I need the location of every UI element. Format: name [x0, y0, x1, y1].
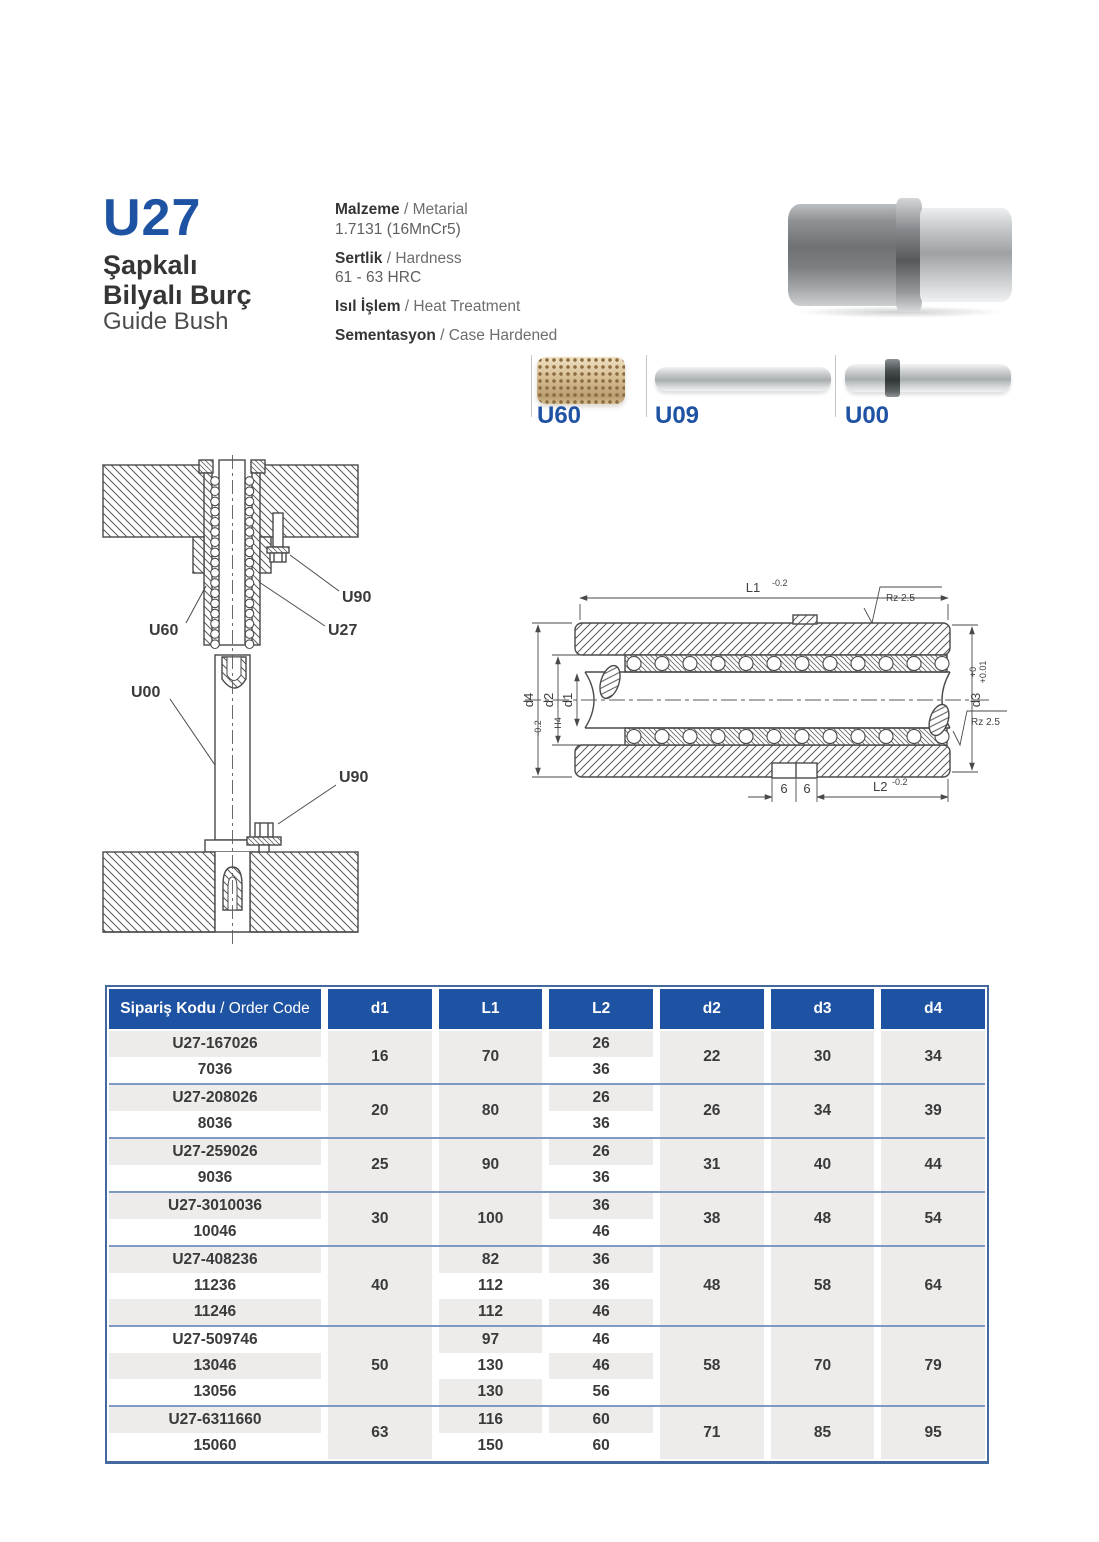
header-d1: d1 [328, 989, 432, 1029]
order-table-header [109, 989, 985, 1029]
ball [245, 569, 254, 578]
ball [245, 528, 254, 537]
thumb-divider [835, 355, 836, 417]
ball [851, 657, 865, 671]
header-order-code-en: Order Code [228, 1000, 310, 1017]
ball [245, 538, 254, 547]
cell-d1: 63 [328, 1407, 432, 1459]
cell-l2: 36 [549, 1193, 653, 1219]
table-group [109, 1031, 985, 1083]
cell-order-code: U27-6311660 [109, 1407, 321, 1433]
shaft-top-cone-inner [227, 657, 241, 681]
ball [655, 730, 669, 744]
cell-d3: 40 [771, 1139, 875, 1191]
roughness-label-bottom: Rz 2.5 [971, 717, 1000, 728]
ball [795, 657, 809, 671]
ball [245, 609, 254, 618]
dim-label-notch-left: 6 [780, 781, 788, 796]
product-title-en: Guide Bush [103, 308, 229, 335]
cell-order-code: U27-259026 [109, 1139, 321, 1165]
dim-label-d3-tol-upper: +0 [968, 666, 978, 678]
ball [907, 657, 921, 671]
ball [245, 477, 254, 486]
cell-order-code: 10046 [109, 1219, 321, 1245]
ball [711, 657, 725, 671]
thumb-label-u09: U09 [655, 402, 700, 429]
cell-d3: 48 [771, 1193, 875, 1245]
spec-label-en: Heat Treatment [413, 298, 521, 316]
cell-l1: 80 [439, 1085, 543, 1137]
spec-hardness: Sertlik / Hardness 61 - 63 HRC [335, 249, 625, 289]
ball [211, 599, 220, 608]
ball [211, 497, 220, 506]
assembly-label-u60: U60 [149, 622, 179, 639]
cell-d2: 26 [660, 1085, 764, 1137]
table-group [109, 1327, 985, 1405]
cell-d1: 16 [328, 1031, 432, 1083]
product-title-tr-line2: Bilyalı Burç [103, 280, 252, 311]
cell-l1: 70 [439, 1031, 543, 1083]
cell-order-code: 13046 [109, 1353, 321, 1379]
cell-d1: 40 [328, 1247, 432, 1325]
ball-track-bottom [625, 728, 947, 745]
leader-u00 [170, 699, 215, 765]
ball [245, 579, 254, 588]
spec-material: Malzeme / Metarial 1.7131 (16MnCr5) [335, 200, 625, 240]
cell-d1: 30 [328, 1193, 432, 1245]
photo-body-small [920, 208, 1012, 302]
cell-d4: 44 [881, 1139, 985, 1191]
bush-bore [219, 460, 245, 645]
leader-u90-top [290, 555, 339, 591]
ball [211, 558, 220, 567]
cell-l1: 116 [439, 1407, 543, 1433]
ball [907, 730, 921, 744]
outer-ring-top [575, 623, 950, 655]
cell-l2: 26 [549, 1031, 653, 1057]
ball [935, 657, 949, 671]
ball [879, 730, 893, 744]
header-d4: d4 [881, 989, 985, 1029]
dim-label-d2-tol: H4 [553, 717, 563, 729]
table-group [109, 1407, 985, 1459]
cell-d3: 85 [771, 1407, 875, 1459]
cell-l1: 97 [439, 1327, 543, 1353]
table-group [109, 1247, 985, 1325]
cell-l1: 130 [439, 1379, 543, 1405]
spec-label-tr: Malzeme [335, 201, 400, 218]
ball [211, 518, 220, 527]
dim-label-d4: d4 [521, 692, 536, 708]
cell-l2: 26 [549, 1139, 653, 1165]
ball [245, 589, 254, 598]
cell-l2: 46 [549, 1353, 653, 1379]
cell-order-code: U27-408236 [109, 1247, 321, 1273]
bottom-plate-left [103, 852, 215, 932]
spec-label-tr: Sertlik [335, 249, 383, 267]
cell-l2: 60 [549, 1407, 653, 1433]
bush-cap-left [199, 460, 213, 473]
dim-label-d1: d1 [560, 692, 575, 708]
ball [245, 548, 254, 557]
ball [211, 548, 220, 557]
ball [245, 640, 254, 649]
cell-order-code: U27-208026 [109, 1085, 321, 1111]
product-title-tr-line1: Şapkalı [103, 250, 198, 280]
ball [767, 730, 781, 744]
header-order-code-tr: Sipariş Kodu [120, 1000, 216, 1017]
order-table [105, 985, 989, 1464]
ball [211, 589, 220, 598]
table-group [109, 1139, 985, 1191]
ball [767, 657, 781, 671]
product-title-tr [103, 250, 252, 310]
ball [823, 730, 837, 744]
cell-l2: 36 [549, 1165, 653, 1191]
cell-d4: 95 [881, 1407, 985, 1459]
cell-d4: 79 [881, 1327, 985, 1405]
cell-d4: 34 [881, 1031, 985, 1083]
cell-d2: 48 [660, 1247, 764, 1325]
cell-d2: 31 [660, 1139, 764, 1191]
cell-d1: 20 [328, 1085, 432, 1137]
ball-track-top [625, 655, 947, 672]
ball [211, 630, 220, 639]
spec-label-en: Hardness [395, 249, 462, 267]
cell-d3: 34 [771, 1085, 875, 1137]
ball [211, 477, 220, 486]
ball [795, 730, 809, 744]
leader-u90-bottom [278, 785, 336, 824]
top-plate-left [103, 465, 205, 537]
ball [627, 657, 641, 671]
cell-l2: 46 [549, 1327, 653, 1353]
dim-label-l1-tol: -0.2 [772, 578, 788, 588]
ball [683, 730, 697, 744]
ball [211, 528, 220, 537]
ball [739, 657, 753, 671]
photo-flange [896, 198, 922, 312]
ball [879, 657, 893, 671]
cell-l2: 36 [549, 1273, 653, 1299]
cell-l1: 90 [439, 1139, 543, 1191]
assembly-label-u90-top: U90 [342, 589, 372, 606]
cell-d2: 58 [660, 1327, 764, 1405]
ball-column-right [245, 477, 254, 649]
outer-ring-bottom [575, 745, 950, 777]
ball [245, 630, 254, 639]
order-table-body [109, 1031, 985, 1459]
ball-column-left [211, 477, 220, 649]
ball [245, 507, 254, 516]
bush-wall-left [204, 473, 212, 645]
ball [211, 569, 220, 578]
thumb-divider [531, 355, 532, 417]
cell-l2: 36 [549, 1057, 653, 1083]
ball [711, 730, 725, 744]
cell-order-code: 11246 [109, 1299, 321, 1325]
cell-d4: 54 [881, 1193, 985, 1245]
cell-l2: 60 [549, 1433, 653, 1459]
section-drawing [510, 560, 1010, 830]
cell-l2: 46 [549, 1299, 653, 1325]
thumb-divider [646, 355, 647, 417]
cell-order-code: 9036 [109, 1165, 321, 1191]
ball [211, 609, 220, 618]
cell-d3: 58 [771, 1247, 875, 1325]
spec-label-tr: Isıl İşlem [335, 298, 401, 316]
product-photo [788, 198, 1012, 314]
photo-body-large [788, 204, 900, 306]
header-d3: d3 [771, 989, 875, 1029]
ball [245, 497, 254, 506]
ball [245, 620, 254, 629]
cell-order-code: 15060 [109, 1433, 321, 1459]
bottom-plate-right [250, 852, 358, 932]
bottom-notch [772, 763, 817, 778]
ball [823, 657, 837, 671]
cell-d2: 22 [660, 1031, 764, 1083]
dim-label-d3: d3 [968, 692, 983, 708]
product-code: U27 [103, 189, 202, 247]
header-l2: L2 [549, 989, 653, 1029]
cell-l2: 36 [549, 1111, 653, 1137]
leader-u60 [186, 586, 206, 623]
dim-label-d4-tol: -0.2 [533, 720, 543, 736]
cell-d1: 25 [328, 1139, 432, 1191]
spec-label-tr: Sementasyon [335, 327, 436, 345]
dim-label-l2-tol: -0.2 [892, 777, 908, 787]
assembly-drawing [85, 455, 435, 955]
cell-d2: 38 [660, 1193, 764, 1245]
cell-order-code: U27-509746 [109, 1327, 321, 1353]
cell-order-code: 13056 [109, 1379, 321, 1405]
ball [211, 487, 220, 496]
cell-l2: 46 [549, 1219, 653, 1245]
spec-value: 61 - 63 HRC [335, 269, 422, 287]
bush-cap-right [251, 460, 265, 473]
cell-order-code: U27-3010036 [109, 1193, 321, 1219]
spec-heat-treatment: Isıl İşlem / Heat Treatment [335, 298, 521, 316]
header-order-code: Sipariş Kodu / Order Code [109, 989, 321, 1029]
pillar-thumbnail [655, 367, 831, 391]
cell-d4: 39 [881, 1085, 985, 1137]
dim-label-l2: L2 [873, 779, 888, 794]
spec-case-hardened: Sementasyon / Case Hardened [335, 327, 558, 345]
cell-order-code: 11236 [109, 1273, 321, 1299]
thumb-label-u60: U60 [537, 402, 582, 429]
ball [245, 599, 254, 608]
cell-l1: 112 [439, 1299, 543, 1325]
cell-l1: 150 [439, 1433, 543, 1459]
assembly-label-u90-bottom: U90 [339, 769, 369, 786]
dim-label-l1: L1 [745, 580, 761, 595]
spec-label-en: Metarial [412, 201, 468, 218]
assembly-label-u27: U27 [328, 622, 358, 639]
thumb-label-u00: U00 [845, 402, 890, 429]
collar-ring [885, 359, 900, 397]
ball [211, 538, 220, 547]
ball [211, 507, 220, 516]
header-l1: L1 [439, 989, 543, 1029]
ball-cage-thumbnail [537, 357, 625, 404]
cell-order-code: 8036 [109, 1111, 321, 1137]
cell-d2: 71 [660, 1407, 764, 1459]
ball [245, 558, 254, 567]
cell-l1: 130 [439, 1353, 543, 1379]
cell-l2: 56 [549, 1379, 653, 1405]
ball [245, 518, 254, 527]
cell-order-code: U27-167026 [109, 1031, 321, 1057]
top-tab [793, 615, 817, 624]
ball [211, 579, 220, 588]
ball [851, 730, 865, 744]
material-specs [335, 200, 625, 355]
ball [211, 640, 220, 649]
ball [211, 620, 220, 629]
collar-pillar-thumbnail [845, 364, 1011, 392]
table-group [109, 1085, 985, 1137]
cell-l1: 82 [439, 1247, 543, 1273]
ball [627, 730, 641, 744]
cell-order-code: 7036 [109, 1057, 321, 1083]
cell-l1: 112 [439, 1273, 543, 1299]
cell-d4: 64 [881, 1247, 985, 1325]
assembly-label-u00: U00 [131, 684, 161, 701]
table-group [109, 1193, 985, 1245]
cell-l2: 26 [549, 1085, 653, 1111]
header-d2: d2 [660, 989, 764, 1029]
dim-label-notch-right: 6 [803, 781, 811, 796]
roughness-label-top: Rz 2.5 [886, 593, 915, 604]
spec-label-en: Case Hardened [448, 327, 558, 345]
dim-label-d2: d2 [541, 692, 556, 708]
cell-d3: 70 [771, 1327, 875, 1405]
section-lens-left [596, 663, 624, 701]
cell-d1: 50 [328, 1327, 432, 1405]
ball [739, 730, 753, 744]
ball [655, 657, 669, 671]
cell-l1: 100 [439, 1193, 543, 1245]
cell-d3: 30 [771, 1031, 875, 1083]
ball [683, 657, 697, 671]
ball [245, 487, 254, 496]
bush-flange-left [193, 537, 204, 573]
cell-l2: 36 [549, 1247, 653, 1273]
leader-u27 [259, 582, 325, 626]
dim-label-d3-tol-lower: +0.01 [978, 660, 988, 684]
spec-value: 1.7131 (16MnCr5) [335, 220, 461, 238]
